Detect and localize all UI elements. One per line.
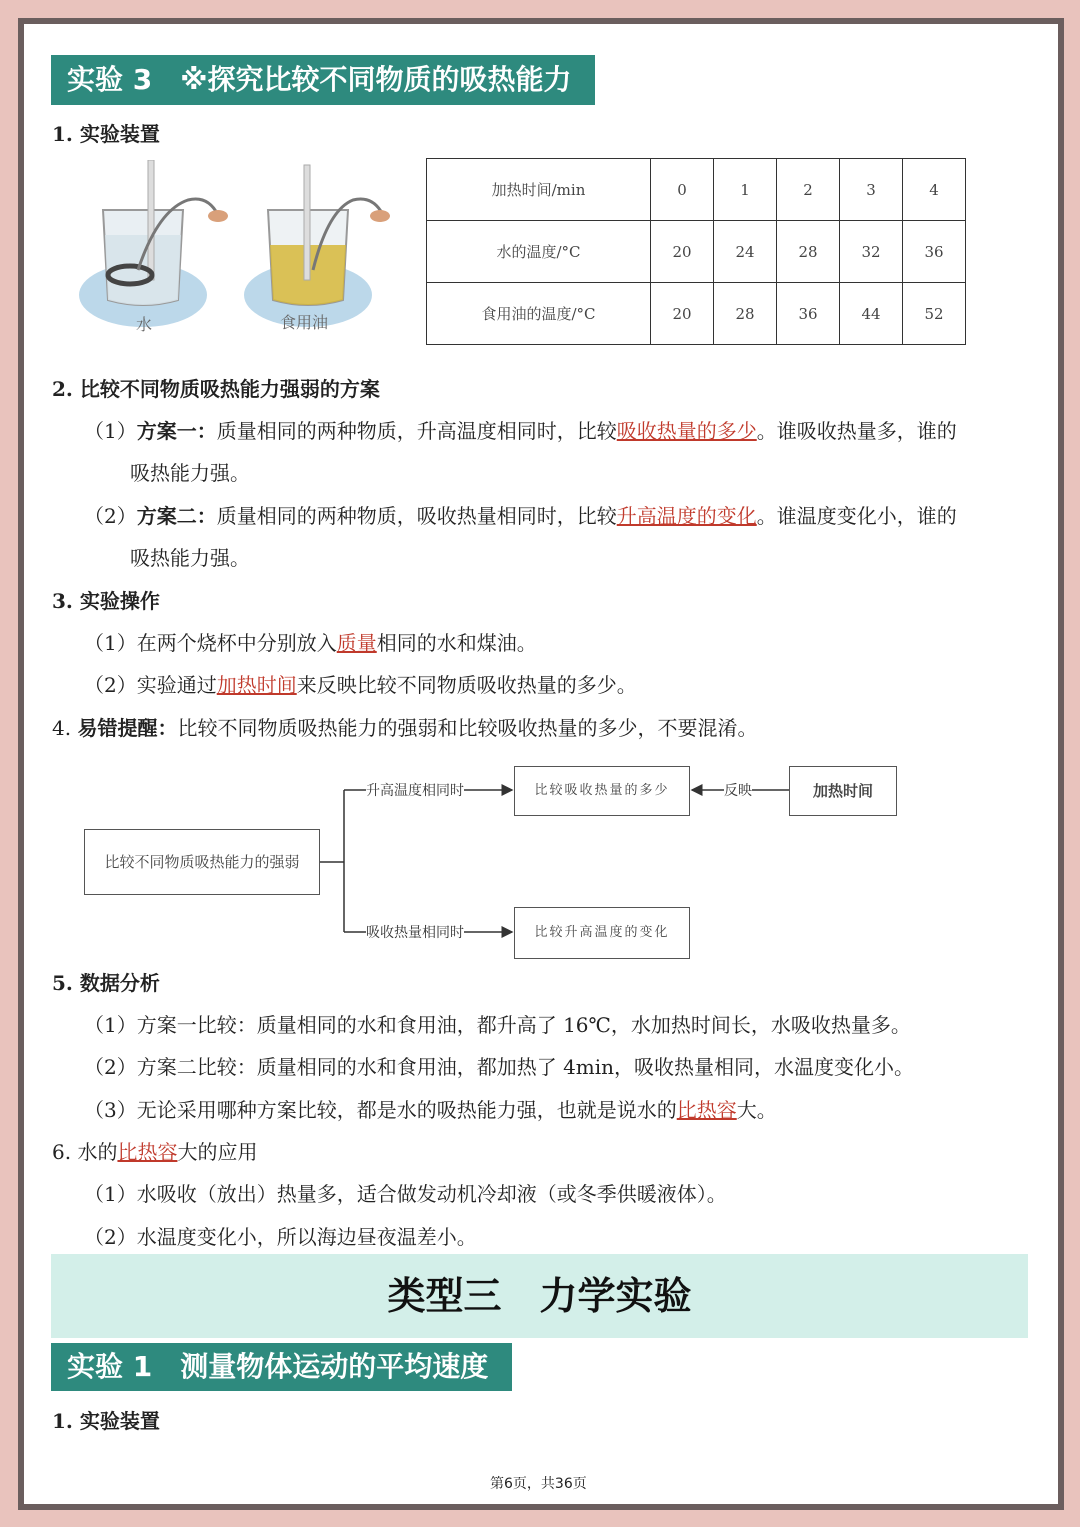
operation-2-text: （2）实验通过 (84, 673, 217, 697)
scheme-two-text-2: 。谁温度变化小，谁的 (756, 504, 957, 528)
table-cell: 20 (651, 283, 714, 345)
analysis-3-text-2: 大。 (736, 1098, 777, 1122)
scheme-one-answer: 吸收热量的多少 (616, 419, 757, 443)
table-cell: 2 (777, 159, 840, 221)
table-cell: 3 (840, 159, 903, 221)
table-row (427, 283, 966, 345)
analysis-3 (84, 1094, 777, 1123)
operation-1 (84, 627, 537, 656)
application-text-2: 大的应用 (177, 1140, 258, 1164)
scheme-one-continued: 吸热能力强。 (130, 461, 250, 485)
warning-title: 易错提醒： (77, 716, 178, 740)
table-cell: 28 (777, 221, 840, 283)
scheme-two (84, 500, 957, 529)
operation-1-answer: 质量 (336, 631, 377, 655)
table-cell: 28 (714, 283, 777, 345)
table-row (427, 221, 966, 283)
analysis-3-text: （3）无论采用哪种方案比较，都是水的吸热能力强，也就是说水的 (84, 1098, 677, 1122)
beaker-illustration (68, 160, 398, 340)
table-cell: 4 (903, 159, 966, 221)
section-apparatus-2: 1. 实验装置 (52, 1409, 160, 1433)
application-text: 6. 水的 (52, 1140, 118, 1164)
temperature-table (426, 158, 966, 345)
table-cell: 52 (903, 283, 966, 345)
table-cell: 24 (714, 221, 777, 283)
section-application (52, 1136, 257, 1165)
table-row (427, 159, 966, 221)
flow-label-heat-same: 吸收热量相同时 (366, 922, 464, 942)
flow-label-temp-same: 升高温度相同时 (366, 780, 464, 800)
section-apparatus: 1. 实验装置 (52, 122, 160, 146)
operation-2-text-2: 来反映比较不同物质吸收热量的多少。 (296, 673, 637, 697)
application-2: （2）水温度变化小，所以海边昼夜温差小。 (84, 1225, 477, 1249)
section-scheme: 2. 比较不同物质吸热能力强弱的方案 (52, 377, 380, 401)
scheme-one (84, 415, 957, 444)
analysis-3-answer: 比热容 (676, 1098, 737, 1122)
scheme-two-title: 方案二： (136, 504, 217, 528)
table-cell: 20 (651, 221, 714, 283)
page-footer: 第6页，共36页 (490, 1476, 587, 1492)
table-cell: 44 (840, 283, 903, 345)
scheme-one-text: 质量相同的两种物质，升高温度相同时，比较 (216, 419, 617, 443)
table-cell: 36 (777, 283, 840, 345)
analysis-2: （2）方案二比较：质量相同的水和食用油，都加热了 4min，吸收热量相同，水温度变化小。 (84, 1055, 915, 1079)
section-analysis: 5. 数据分析 (52, 971, 160, 995)
experiment-1-header: 实验 1 测量物体运动的平均速度 (51, 1343, 512, 1391)
flow-box-heat-amount: 比较吸收热量的多少 (514, 766, 690, 816)
analysis-1: （1）方案一比较：质量相同的水和食用油，都升高了 16℃，水加热时间长，水吸收热量多。 (84, 1013, 911, 1037)
operation-1-text: （1）在两个烧杯中分别放入 (84, 631, 337, 655)
section-operation: 3. 实验操作 (52, 589, 160, 613)
operation-1-text-2: 相同的水和煤油。 (376, 631, 537, 655)
document-page (24, 24, 1056, 1502)
table-cell: 36 (903, 221, 966, 283)
application-answer: 比热容 (117, 1140, 178, 1164)
operation-2 (84, 669, 637, 698)
scheme-two-text: 质量相同的两种物质，吸收热量相同时，比较 (216, 504, 617, 528)
table-header-cell: 水的温度/°C (427, 221, 651, 283)
beaker-label-oil: 食用油 (280, 313, 329, 332)
section-warning (52, 712, 757, 741)
scheme-one-label: （1） (84, 419, 137, 443)
warning-text: 比较不同物质吸热能力的强弱和比较吸收热量的多少，不要混淆。 (177, 716, 758, 740)
flow-box-heat-time: 加热时间 (789, 766, 897, 816)
table-cell: 32 (840, 221, 903, 283)
experiment-3-header: 实验 3 ※探究比较不同物质的吸热能力 (51, 55, 595, 105)
flow-label-reflect: 反映 (724, 780, 752, 800)
scheme-two-answer: 升高温度的变化 (616, 504, 757, 528)
table-header-cell: 加热时间/min (427, 159, 651, 221)
scheme-one-title: 方案一： (136, 419, 217, 443)
table-cell: 1 (714, 159, 777, 221)
type-3-banner: 类型三 力学实验 (51, 1254, 1028, 1338)
table-cell: 0 (651, 159, 714, 221)
scheme-two-label: （2） (84, 504, 137, 528)
scheme-one-text-2: 。谁吸收热量多，谁的 (756, 419, 957, 443)
scheme-two-continued: 吸热能力强。 (130, 546, 250, 570)
application-1: （1）水吸收（放出）热量多，适合做发动机冷却液（或冬季供暖液体）。 (84, 1182, 727, 1206)
beaker-label-water: 水 (136, 315, 153, 334)
table-header-cell: 食用油的温度/°C (427, 283, 651, 345)
flow-box-temp-change: 比较升高温度的变化 (514, 907, 690, 959)
flow-root-box: 比较不同物质吸热能力的强弱 (84, 829, 320, 895)
warning-number: 4. (52, 716, 78, 740)
operation-2-answer: 加热时间 (216, 673, 297, 697)
